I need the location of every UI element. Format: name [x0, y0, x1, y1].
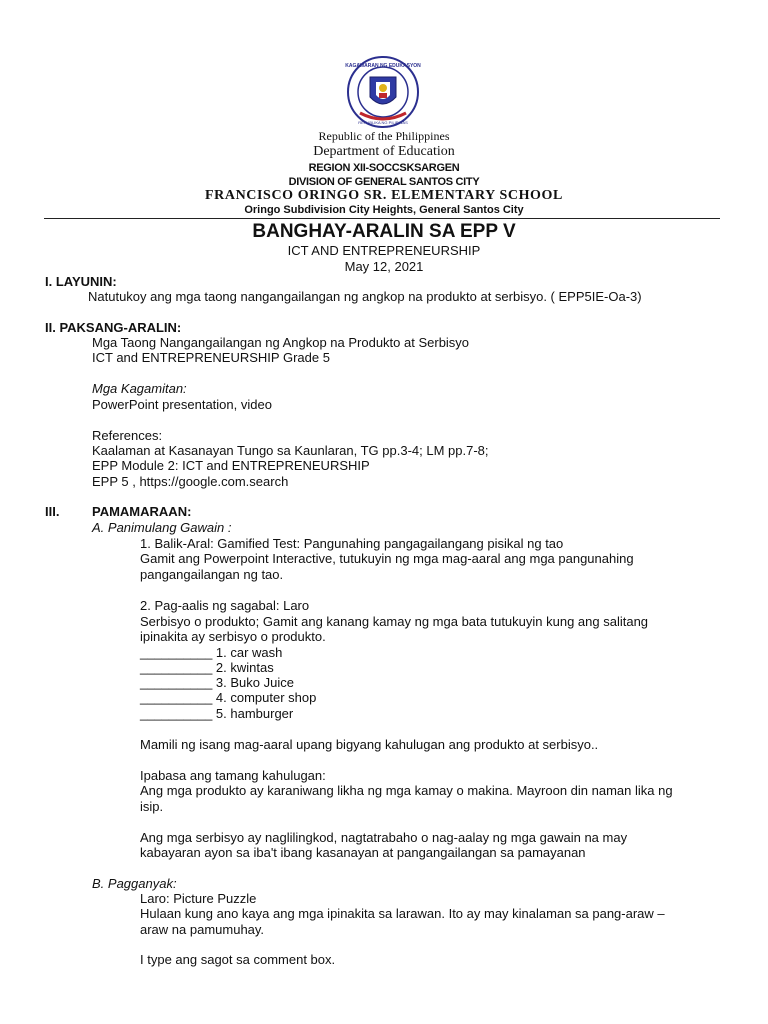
hulaan-line-1: Hulaan kung ano kaya ang mga ipinakita sa larawan. Ito ay may kinalaman sa pang-araw –	[140, 906, 665, 921]
list-item: __________ 5. hamburger	[140, 706, 294, 721]
school-name: FRANCISCO ORINGO SR. ELEMENTARY SCHOOL	[205, 188, 563, 203]
department-line: Department of Education	[313, 144, 455, 159]
paksa-line-1: Mga Taong Nangangailangan ng Angkop na Produkto at Serbisyo	[92, 335, 470, 350]
list-item: __________ 2. kwintas	[140, 660, 274, 675]
serbisyo-def-1: Ang mga serbisyo ay naglilingkod, nagtatrabaho o nag-aalay ng mga gawain na may	[140, 830, 628, 845]
layunin-heading: I. LAYUNIN:	[45, 274, 117, 289]
mamili-line: Mamili ng isang mag-aaral upang bigyang kahulugan ang produkto at serbisyo..	[140, 737, 599, 752]
itype-line: I type ang sagot sa comment box.	[140, 952, 336, 967]
layunin-text: Natutukoy ang mga taong nangangailangan ng angkop na produkto at serbisyo. ( EPP5IE-Oa-3)	[88, 289, 642, 304]
deped-seal-icon	[330, 55, 436, 129]
reference-item: EPP 5 , https://google.com.search	[92, 474, 289, 489]
page-title: BANGHAY-ARALIN SA EPP V	[252, 221, 516, 242]
school-address: Oringo Subdivision City Heights, General Santos City	[244, 204, 524, 216]
ipabasa-line: Ipabasa ang tamang kahulugan:	[140, 768, 326, 783]
produkto-def-1: Ang mga produkto ay karaniwang likha ng mga kamay o makina. Mayroon din naman lika ng	[140, 783, 673, 798]
pagaalis-desc-1: Serbisyo o produkto; Gamit ang kanang kamay ng mga bata tutukuyin kung ang salitang	[140, 614, 649, 629]
serbisyo-def-2: kabayaran ayon sa iba't ibang kasanayan at pangangailangan sa pamayanan	[140, 845, 586, 860]
header-divider	[44, 218, 720, 219]
produkto-def-2: isip.	[140, 799, 164, 814]
republic-line: Republic of the Philippines	[318, 129, 450, 143]
balik-aral-desc-1: Gamit ang Powerpoint Interactive, tutukuyin ng mga mag-aaral ang mga pangunahing	[140, 551, 634, 566]
seal-ring-bottom-text: REPUBLIKA NG PILIPINAS	[358, 120, 408, 125]
kagamitan-label: Mga Kagamitan:	[92, 381, 187, 396]
kagamitan-text: PowerPoint presentation, video	[92, 397, 272, 412]
balik-aral-desc-2: pangangailangan ng tao.	[140, 567, 284, 582]
list-item: __________ 4. computer shop	[140, 690, 317, 705]
hulaan-line-2: araw na pamumuhay.	[140, 922, 265, 937]
paksa-line-2: ICT and ENTREPRENEURSHIP Grade 5	[92, 350, 330, 365]
division-line: DIVISION OF GENERAL SANTOS CITY	[288, 176, 480, 188]
pamamaraan-heading: PAMAMARAAN:	[92, 504, 192, 519]
seal-ring-top-text: KAGAWARAN NG EDUKASYON	[345, 63, 421, 69]
reference-item: Kaalaman at Kasanayan Tungo sa Kaunlaran, TG pp.3-4; LM pp.7-8;	[92, 443, 489, 458]
laro-line: Laro: Picture Puzzle	[140, 891, 257, 906]
date-line: May 12, 2021	[344, 259, 424, 274]
reference-item: EPP Module 2: ICT and ENTREPRENEURSHIP	[92, 458, 370, 473]
list-item: __________ 3. Buko Juice	[140, 675, 294, 690]
pagganyak-label: B. Pagganyak:	[92, 876, 177, 891]
references-label: References:	[92, 428, 163, 443]
pamamaraan-number: III.	[45, 504, 60, 519]
region-line: REGION XII-SOCCSKSARGEN	[308, 162, 460, 174]
list-item: __________ 1. car wash	[140, 645, 283, 660]
panimulang-gawain-label: A. Panimulang Gawain :	[92, 520, 232, 535]
pagaalis-line: 2. Pag-aalis ng sagabal: Laro	[140, 598, 310, 613]
subject-line: ICT AND ENTREPRENEURSHIP	[287, 243, 481, 258]
paksa-heading: II. PAKSANG-ARALIN:	[45, 320, 182, 335]
pagaalis-desc-2: ipinakita ay serbisyo o produkto.	[140, 629, 326, 644]
balik-aral-line: 1. Balik-Aral: Gamified Test: Pangunahing pangagailangang pisikal ng tao	[140, 536, 564, 551]
